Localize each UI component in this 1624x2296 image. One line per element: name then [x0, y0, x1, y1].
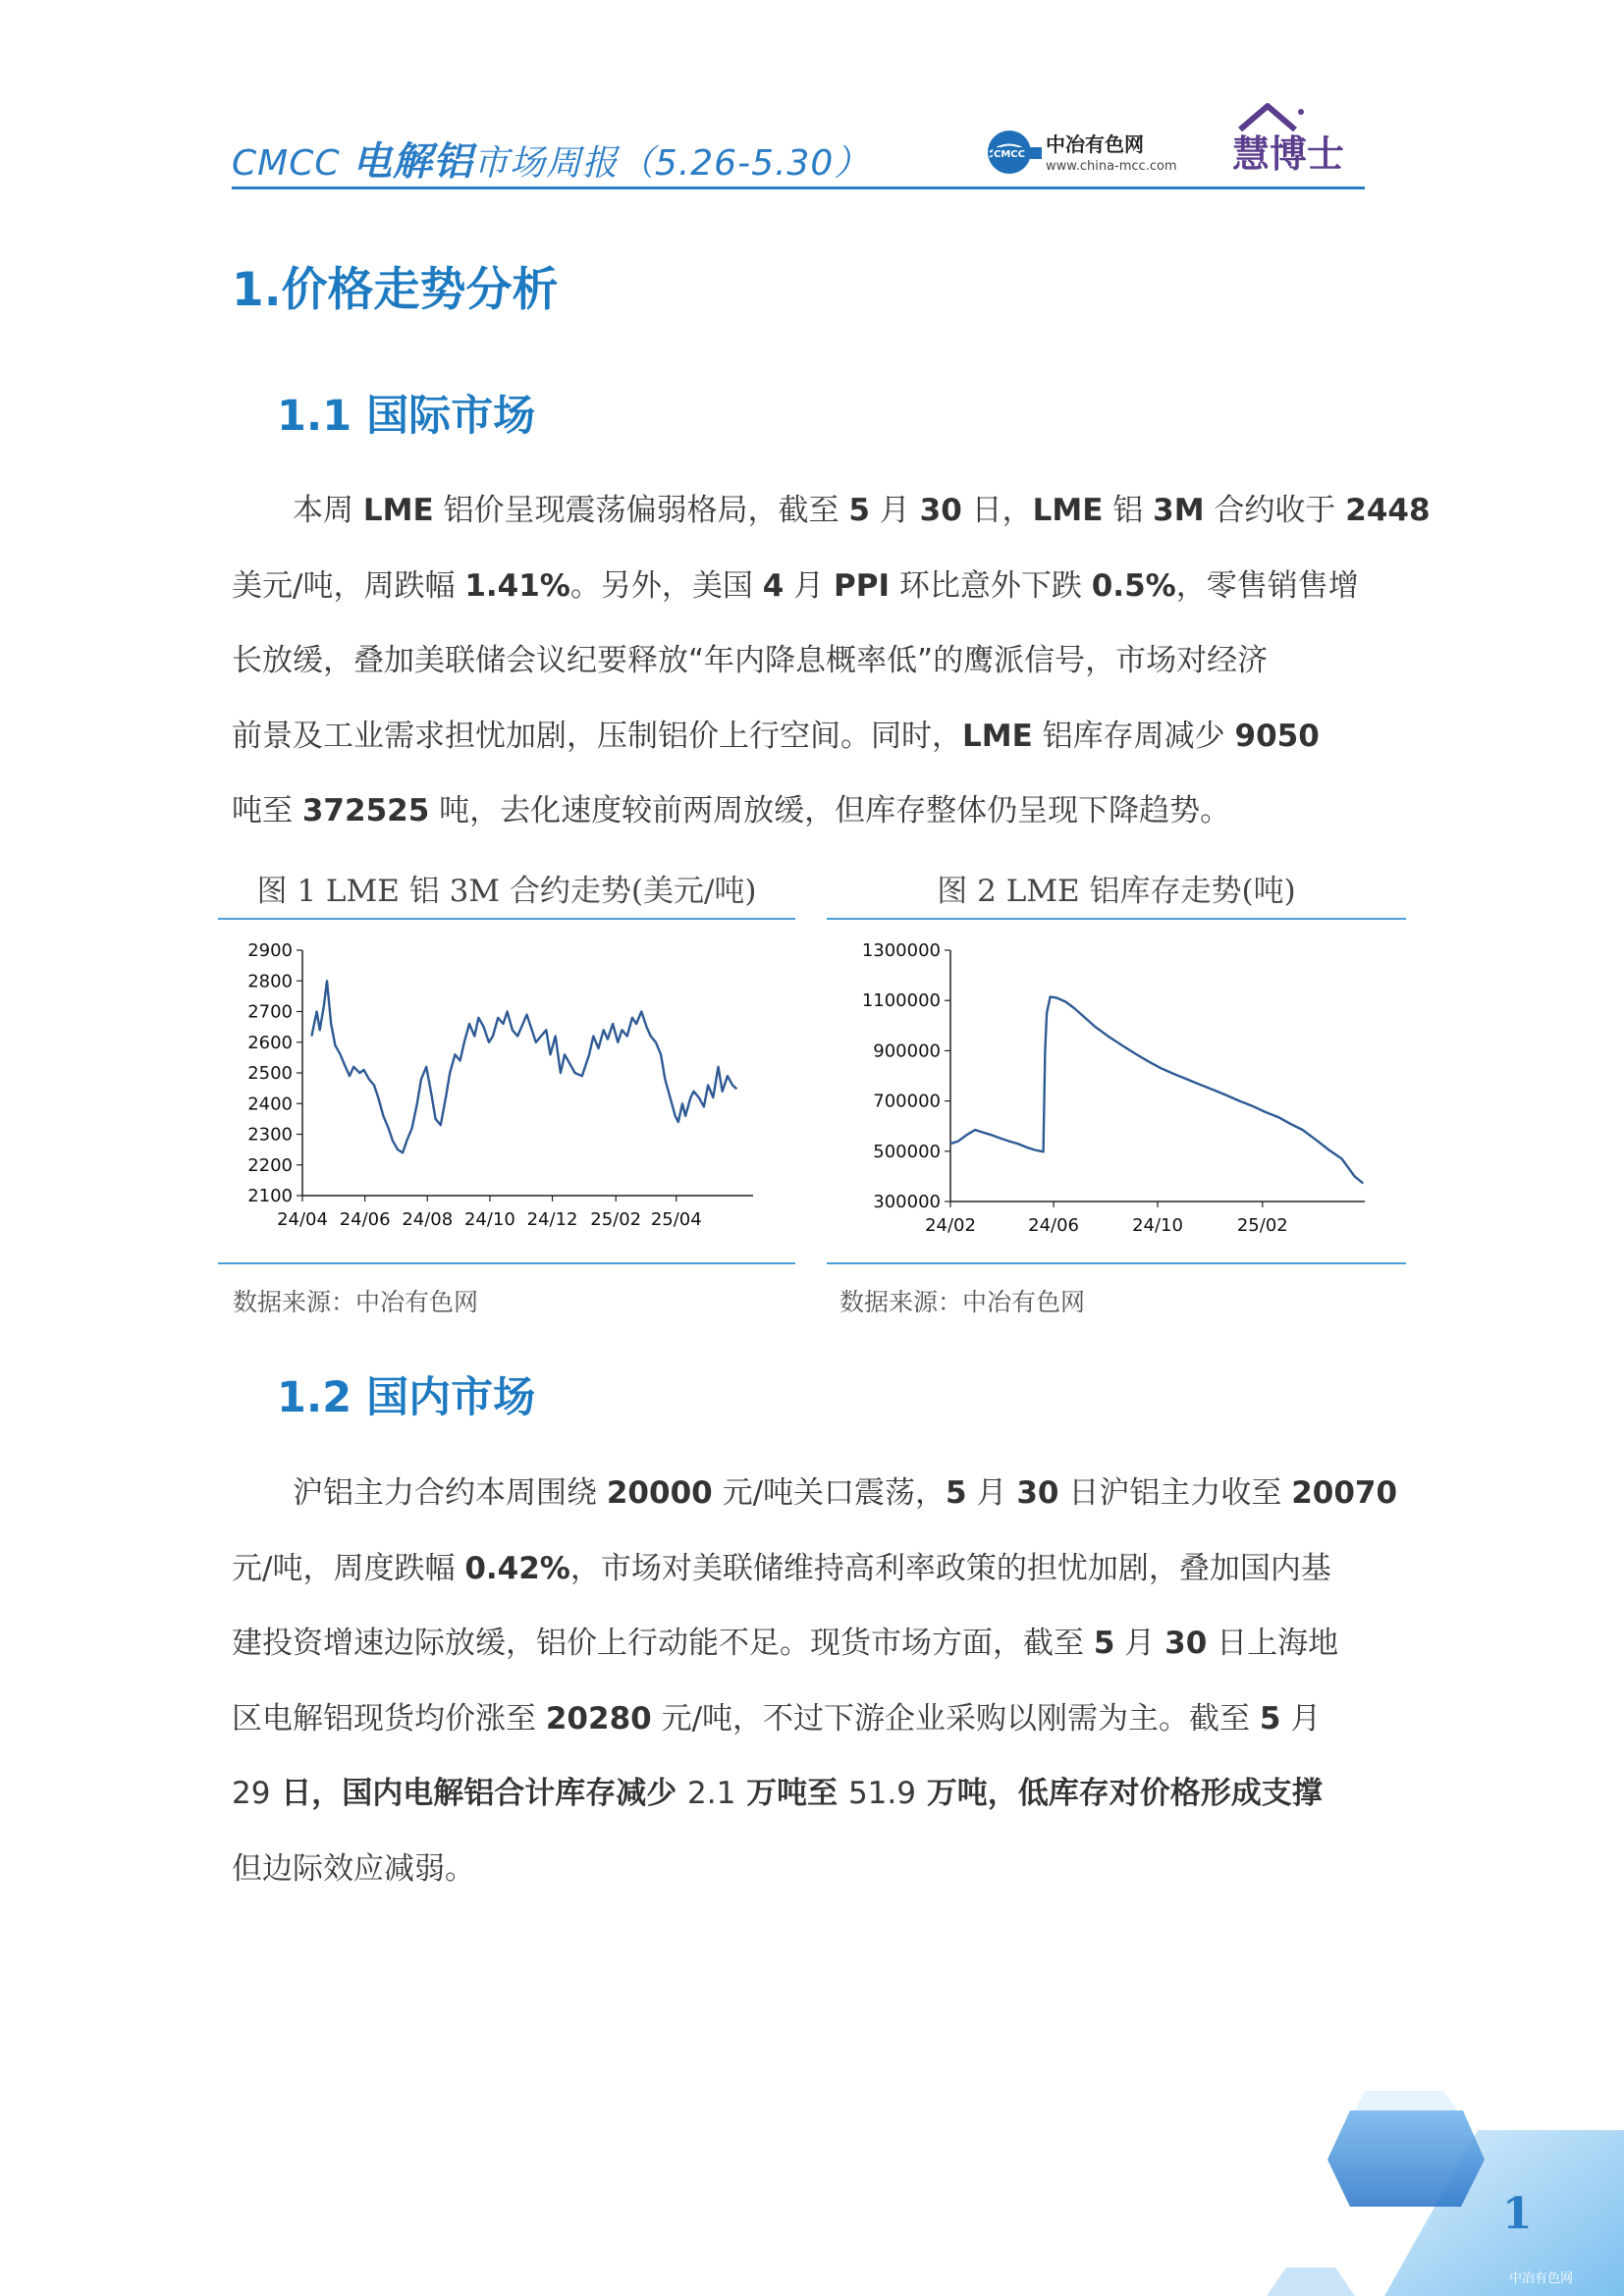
y-tick-label: 300000 [873, 1192, 941, 1212]
title-strong: 电解铝 [352, 139, 473, 185]
x-tick-label: 25/04 [650, 1209, 702, 1230]
paragraph-line [232, 699, 1390, 774]
figure1-source: 数据来源：中冶有色网 [233, 1288, 479, 1316]
bold-figure: 20070 [1291, 1475, 1398, 1511]
x-tick-label: 24/10 [463, 1209, 515, 1230]
text-run: 本周 [293, 493, 363, 528]
text-run: 元/吨关口震荡， [712, 1475, 947, 1511]
lme-inventory-chart [827, 923, 1406, 1256]
cmcc-logo-url: www.china-mcc.com [1046, 159, 1177, 174]
section-heading-domestic: 1.2 国内市场 [277, 1373, 536, 1422]
text-run: 建投资增速边际放缓，铝价上行动能不足。现货市场方面，截至 [232, 1626, 1094, 1661]
cmcc-logo [985, 126, 1191, 177]
figure2-bottom-rule [827, 1262, 1406, 1264]
series-line [311, 981, 736, 1152]
text-run: 元/吨，周度跌幅 [232, 1550, 465, 1586]
bold-figure: 372525 [301, 793, 430, 828]
bold-figure: 5 [1259, 1700, 1281, 1736]
international-paragraph [232, 473, 1431, 849]
text-run: 铝 [1103, 493, 1154, 528]
paragraph-line [232, 623, 1390, 699]
text-run: 元/吨，不过下游企业采购以刚需为主。截至 [651, 1700, 1260, 1736]
title-rest: 市场周报（5.26-5.30） [472, 143, 871, 184]
y-tick-label: 2900 [247, 940, 293, 961]
y-tick-label: 900000 [873, 1041, 941, 1062]
y-tick-label: 1300000 [861, 940, 941, 961]
text-run: 日上海地 [1207, 1626, 1339, 1661]
bold-figure: 30 [919, 493, 962, 528]
text-run: 月 [869, 493, 920, 528]
series-line [950, 996, 1363, 1183]
text-run: 日， [961, 493, 1033, 528]
section-heading-price-trend: 1.价格走势分析 [232, 263, 559, 317]
bold-figure: 3M [1153, 493, 1205, 528]
paragraph-line [232, 1682, 1390, 1757]
header-rule [232, 187, 1365, 189]
bold-figure: 日，国内电解铝合计库存减少 [270, 1776, 688, 1811]
title-prefix: CMCC [232, 143, 352, 184]
bold-figure: 0.5% [1091, 567, 1176, 604]
x-tick-label: 25/02 [590, 1209, 642, 1230]
y-tick-label: 500000 [873, 1141, 941, 1162]
y-tick-label: 2600 [247, 1032, 293, 1053]
paragraph-line [232, 1606, 1390, 1682]
paragraph-line [232, 1456, 1398, 1531]
text-run: 铝库存周减少 [1032, 718, 1235, 754]
figure2-source: 数据来源：中冶有色网 [839, 1288, 1086, 1316]
y-tick-label: 2500 [247, 1063, 293, 1084]
figure1-caption: 图 1 LME 铝 3M 合约走势(美元/吨) [256, 874, 757, 909]
text-run: 月 [784, 567, 835, 604]
y-tick-label: 2200 [247, 1154, 293, 1176]
text-run: 。另外，美国 [569, 567, 763, 604]
bold-figure: 5 [848, 493, 870, 528]
text-run: 月 [1280, 1700, 1322, 1736]
paragraph-line [232, 473, 1431, 549]
text-run: 前景及工业需求担忧加剧，压制铝价上行空间。同时， [232, 718, 962, 754]
text-run: 沪铝主力合约本周围绕 [293, 1475, 607, 1511]
page-number: 1 [1502, 2189, 1533, 2239]
bold-figure: 万吨至 [735, 1776, 848, 1811]
bold-figure: 20280 [545, 1700, 652, 1736]
x-tick-label: 25/02 [1236, 1215, 1288, 1236]
text-run: 吨，去化速度较前两周放缓，但库存整体仍呈现下降趋势。 [429, 793, 1231, 828]
cmcc-logo-text: 中冶有色网 [1046, 133, 1144, 156]
paragraph-line [232, 549, 1390, 624]
huiboshi-logo-text: 慧博士 [1232, 133, 1345, 173]
x-tick-label: 24/06 [339, 1209, 391, 1230]
domestic-paragraph [232, 1456, 1398, 1906]
x-tick-label: 24/10 [1132, 1215, 1183, 1236]
report-title [232, 131, 870, 187]
x-tick-label: 24/02 [925, 1215, 976, 1236]
bold-figure: LME [362, 493, 434, 528]
text-run: 美元/吨，周跌幅 [232, 567, 465, 604]
text-run: 但边际效应减弱。 [232, 1850, 475, 1887]
bold-figure: 30 [1016, 1475, 1059, 1511]
text-run: 区电解铝现货均价涨至 [232, 1700, 546, 1736]
x-tick-label: 24/08 [402, 1209, 454, 1230]
corner-decoration [1267, 2081, 1624, 2296]
figure1-bottom-rule [218, 1262, 795, 1264]
bold-figure: 5 [1093, 1626, 1115, 1661]
huiboshi-logo [1232, 102, 1360, 173]
bold-figure: 9050 [1234, 718, 1320, 754]
bold-figure: 1.41% [464, 567, 570, 604]
bold-figure: 20000 [606, 1475, 713, 1511]
text-run: 长放缓，叠加美联储会议纪要释放“年内降息概率低”的鹰派信号，市场对经济 [232, 643, 1269, 678]
bold-figure: 4 [762, 567, 785, 604]
text-run: 2.1 [687, 1776, 736, 1811]
text-run: 月 [966, 1475, 1017, 1511]
footer-watermark: 中冶有色网 [1509, 2271, 1574, 2286]
y-tick-label: 1100000 [861, 990, 941, 1012]
figure2-caption: 图 2 LME 铝库存走势(吨) [937, 874, 1296, 909]
x-tick-label: 24/12 [526, 1209, 578, 1230]
x-tick-label: 24/06 [1028, 1215, 1080, 1236]
paragraph-line [232, 1756, 1390, 1832]
bold-figure: 30 [1164, 1626, 1208, 1661]
text-run: ，零售销售增 [1175, 567, 1359, 604]
y-tick-label: 2300 [247, 1124, 293, 1146]
bold-figure: LME [1032, 493, 1104, 528]
bold-figure: 0.42% [464, 1550, 570, 1586]
section-heading-international: 1.1 国际市场 [277, 392, 536, 441]
cmcc-badge-text: CMCC [994, 149, 1025, 160]
y-tick-label: 2800 [247, 971, 293, 992]
text-run: 吨至 [232, 793, 302, 828]
bold-figure: 万吨，低库存对价格形成支撑 [915, 1776, 1323, 1811]
text-run: 日沪铝主力收至 [1058, 1475, 1292, 1511]
y-tick-label: 2700 [247, 1001, 293, 1023]
y-tick-label: 2100 [247, 1186, 293, 1206]
text-run: 51.9 [847, 1776, 916, 1811]
bold-figure: 2448 [1345, 493, 1431, 528]
y-tick-label: 2400 [247, 1094, 293, 1115]
text-run: 月 [1114, 1626, 1165, 1661]
text-run: 29 [232, 1776, 271, 1811]
paragraph-line [232, 1832, 1390, 1907]
text-run: 环比意外下跌 [890, 567, 1092, 604]
figure2-top-rule [827, 918, 1406, 920]
bold-figure: LME [962, 718, 1033, 754]
paragraph-line [232, 774, 1390, 849]
x-tick-label: 24/04 [277, 1209, 328, 1230]
lme-3m-price-chart [218, 923, 795, 1256]
figure1-top-rule [218, 918, 795, 920]
paragraph-line [232, 1531, 1390, 1607]
bold-figure: PPI [834, 567, 890, 604]
text-run: 铝价呈现震荡偏弱格局，截至 [433, 493, 849, 528]
y-tick-label: 700000 [873, 1091, 941, 1112]
text-run: 合约收于 [1204, 493, 1346, 528]
bold-figure: 5 [946, 1475, 967, 1511]
text-run: ，市场对美联储维持高利率政策的担忧加剧，叠加国内基 [569, 1550, 1331, 1586]
